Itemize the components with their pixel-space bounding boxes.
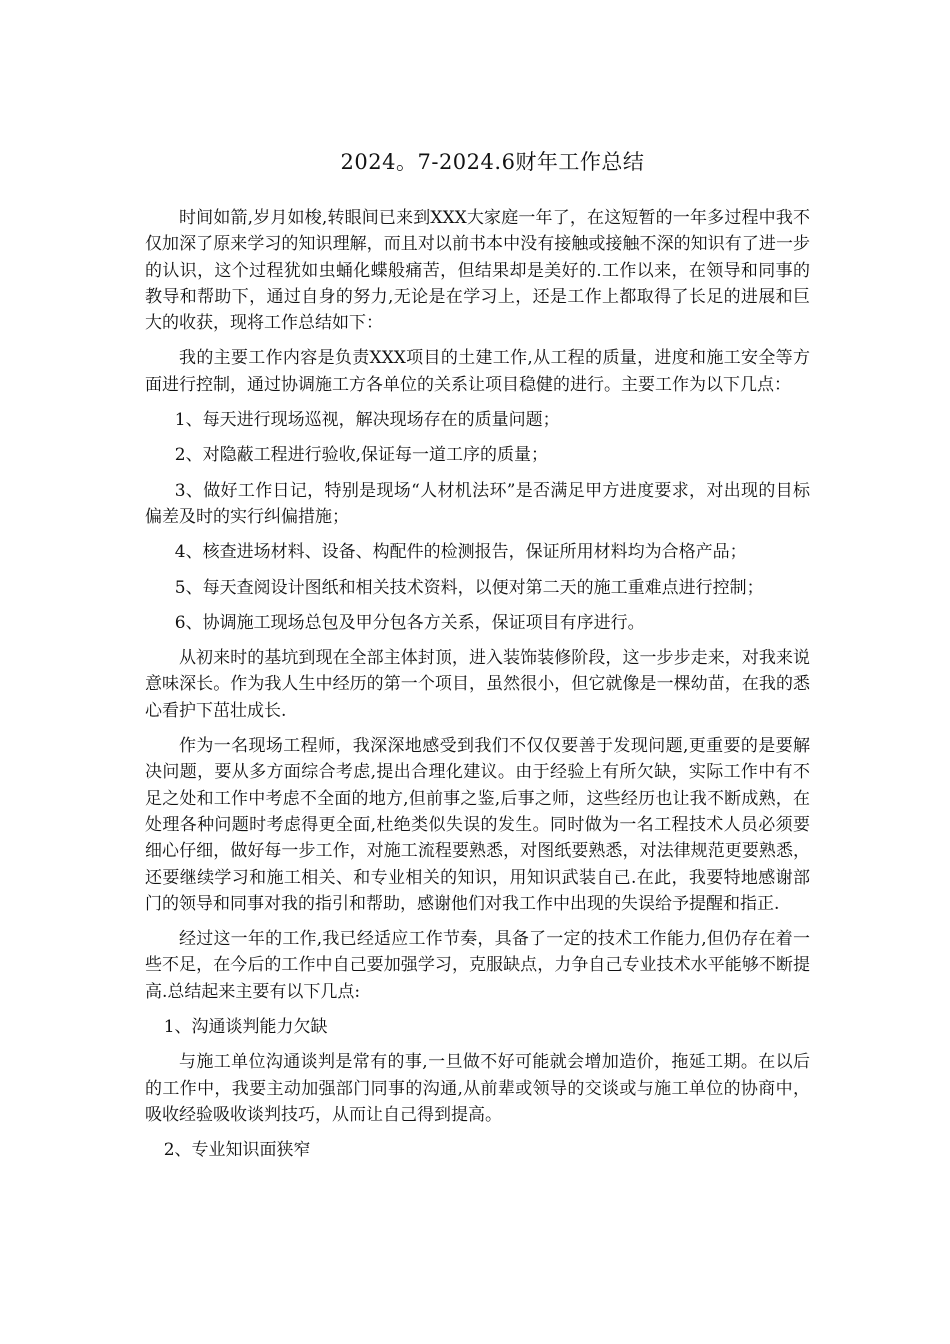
document-title: 2024。7-2024.6财年工作总结 [340,150,645,174]
paragraph-progress: 从初来时的基坑到现在全部主体封顶，进入装饰装修阶段，这一步步走来，对我来说意味深长。作为我人生中经历的第一个项目，虽然很小，但它就像是一棵幼苗，在我的悉心看护下茁壮成长. [145,648,810,721]
paragraph-communication: 与施工单位沟通谈判是常有的事,一旦做不好可能就会增加造价，拖延工期。在以后的工作中，我要主动加强部门同事的沟通,从前辈或领导的交谈或与施工单位的协商中，吸收经验吸收谈判技巧，从而让自己得到提高。 [145,1052,810,1125]
list-item: 1、每天进行现场巡视，解决现场存在的质量问题； [174,410,560,431]
paragraph-shortcomings: 经过这一年的工作,我已经适应工作节奏，具备了一定的技术工作能力,但仍存在着一些不足，在今后的工作中自己要加强学习，克服缺点，力争自己专业技术水平能够不断提高.总结起来主要有以下几点: [145,929,810,1002]
list-item: 4、核查进场材料、设备、构配件的检测报告，保证所用材料均为合格产品； [174,542,747,563]
paragraph-intro: 时间如箭,岁月如梭,转眼间已来到XXX大家庭一年了，在这短暂的一年多过程中我不仅加深了原来学习的知识理解，而且对以前书本中没有接触或接触不深的知识有了进一步的认识，这个过程犹如虫蛹化蝶般痛苦，但结果却是美好的.工作以来，在领导和同事的教导和帮助下，通过自身的努力,无论是在学习上，还是工作上都取得了长足的进展和巨大的收获，现将工作总结如下： [145,208,810,334]
list-item: 5、每天查阅设计图纸和相关技术资料，以便对第二天的施工重难点进行控制； [174,577,764,598]
list-item: 3、做好工作日记，特别是现场“人材机法环”是否满足甲方进度要求，对出现的目标偏差及时的实行纠偏措施； [145,480,810,527]
list-item: 6、协调施工现场总包及甲分包各方关系，保证项目有序进行。 [174,612,645,633]
paragraph-main-work: 我的主要工作内容是负责XXX项目的土建工作,从工程的质量，进度和施工安全等方面进行控制，通过协调施工方各单位的关系让项目稳健的进行。主要工作为以下几点： [145,348,810,395]
section-heading: 1、沟通谈判能力欠缺 [163,1017,328,1038]
section-heading: 2、专业知识面狭窄 [163,1140,311,1161]
paragraph-engineer: 作为一名现场工程师，我深深地感受到我们不仅仅要善于发现问题,更重要的是要解决问题，要从多方面综合考虑,提出合理化建议。由于经验上有所欠缺，实际工作中有不足之处和工作中考虑不全面的地方,但前事之鉴,后事之师，这些经历也让我不断成熟，在处理各种问题时考虑得更全面,杜绝类似失误的发生。同时做为一名工程技术人员必须要细心仔细，做好每一步工作，对施工流程要熟悉，对图纸要熟悉，对法律规范更要熟悉，还要继续学习和施工相关、和专业相关的知识，用知识武装自己.在此，我要特地感谢部门的领导和同事对我的指引和帮助，感谢他们对我工作中出现的失误给予提醒和指正. [145,736,810,914]
list-item: 2、对隐蔽工程进行验收,保证每一道工序的质量； [174,445,548,466]
document-body [145,205,810,1173]
